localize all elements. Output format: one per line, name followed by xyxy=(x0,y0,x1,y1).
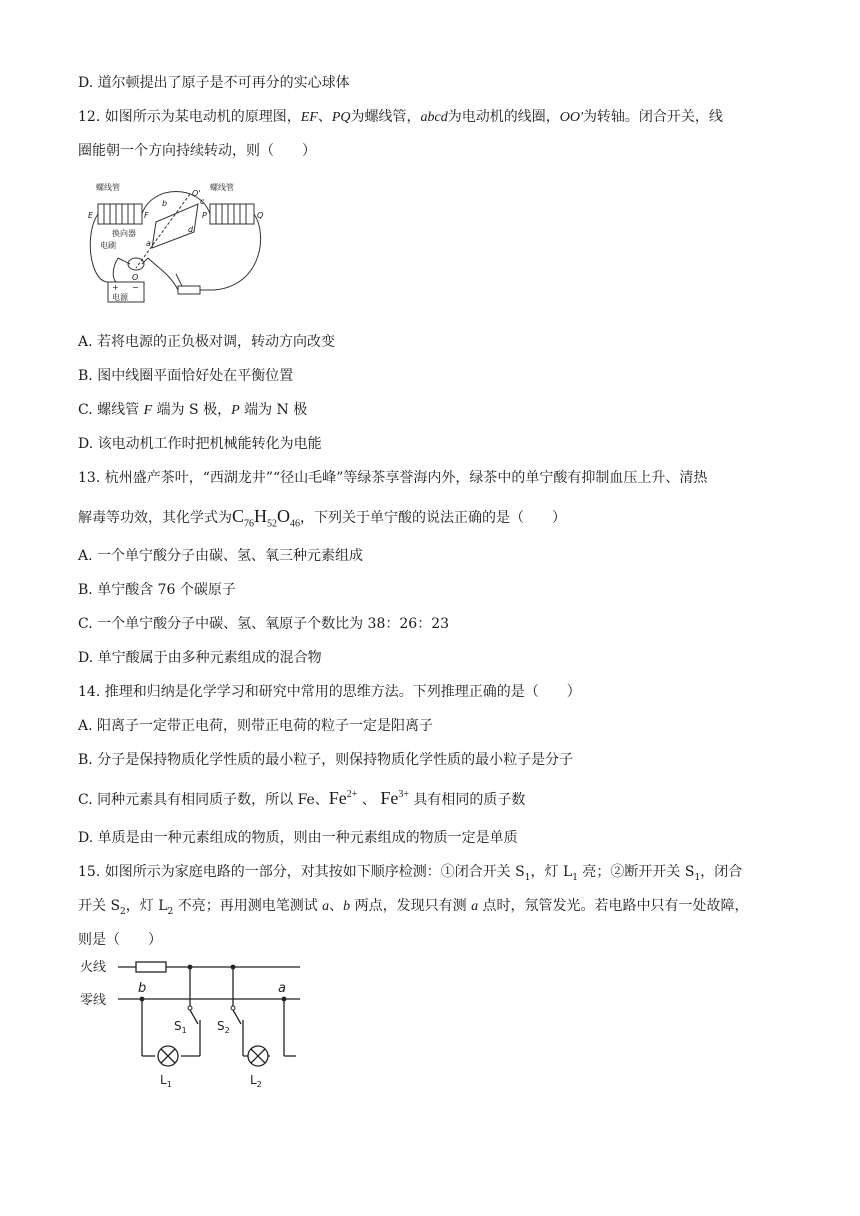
q12-stem-text: 如图所示为某电动机的原理图， xyxy=(104,109,301,125)
switch-s2-label: $S_2$ xyxy=(217,1019,230,1035)
label-b: b xyxy=(162,199,168,208)
fe2-ion xyxy=(329,788,358,808)
power-plus: + xyxy=(112,283,119,292)
fe2-symbol: Fe xyxy=(328,788,347,808)
commutator-ring xyxy=(128,258,144,270)
q15-l1-s1b: 1 xyxy=(694,872,701,883)
q14-option-c-sep: 、 xyxy=(357,792,376,808)
q15-l1-l1: 1 xyxy=(572,872,578,883)
q11-option-d: D. 道尔顿提出了原子是不可再分的实心球体 xyxy=(78,75,350,91)
label-a: a xyxy=(146,239,151,248)
live-wire-label: 火线 xyxy=(80,960,107,975)
q13-stem-line2 xyxy=(78,506,566,528)
q15-l2-a-it: a xyxy=(322,899,330,914)
switch-s2 xyxy=(233,1010,241,1024)
label-P: P xyxy=(202,211,207,220)
q15-stem-line1 xyxy=(78,862,742,882)
q13-option-c: C. 一个单宁酸分子中碳、氢、氧原子个数比为 38：26：23 xyxy=(78,616,450,632)
q13-option-d: D. 单宁酸属于由多种元素组成的混合物 xyxy=(78,650,322,666)
circuit-diagram-svg xyxy=(78,954,310,1090)
q12-ef: EF xyxy=(300,110,318,125)
q14-option-c xyxy=(78,788,525,810)
q15-l1-s1: 1 xyxy=(524,872,531,883)
q15-l2-s2: 2 xyxy=(120,906,126,917)
q13-option-b: B. 单宁酸含 76 个碳原子 xyxy=(78,582,236,598)
switch-s1 xyxy=(190,1010,198,1024)
label-E: E xyxy=(88,211,94,220)
q12-option-c xyxy=(78,400,307,421)
q12-abcd: abcd xyxy=(420,110,448,125)
motor-diagram xyxy=(82,174,272,306)
q14-option-b: B. 分子是保持物质化学性质的最小粒子，则保持物质化学性质的最小粒子是分子 xyxy=(78,752,574,768)
q13-number: 13. xyxy=(78,470,101,486)
right-solenoid xyxy=(210,204,254,224)
q12-option-c-text-c: 端为 N 极 xyxy=(239,402,308,418)
formula-h: H xyxy=(254,506,268,526)
q14-option-d: D. 单质是由一种元素组成的物质，则由一种元素组成的物质一定是单质 xyxy=(78,830,518,846)
q12-stem-text-b: 为螺线管， xyxy=(350,109,421,125)
q15-stem-line3: 则是（ ） xyxy=(78,932,162,948)
q15-l1-a: 如图所示为家庭电路的一部分，对其按如下顺序检测：①闭合开关 S xyxy=(104,864,525,880)
q14-number: 14. xyxy=(78,684,101,700)
q15-number: 15. xyxy=(78,864,101,880)
q12-option-c-p: P xyxy=(231,403,240,418)
q15-l2-b: ，灯 L xyxy=(125,898,168,914)
left-solenoid xyxy=(98,204,142,224)
q15-l1-b: ，灯 L xyxy=(530,864,573,880)
solenoid-right-label: 螺线管 xyxy=(210,183,234,192)
label-O-prime: O' xyxy=(192,189,201,198)
q15-l2-a2-it: a xyxy=(471,899,479,914)
q12-option-c-text: C. 螺线管 xyxy=(78,402,144,418)
q12-option-d: D. 该电动机工作时把机械能转化为电能 xyxy=(78,436,322,452)
q12-stem-text-d: 为转轴。闭合开关，线 xyxy=(582,109,723,125)
q12-number: 12. xyxy=(78,109,101,125)
q12-stem-text-c: 为电动机的线圈， xyxy=(447,109,560,125)
switch xyxy=(178,286,200,294)
q15-l2-d: 、 xyxy=(329,898,344,914)
q12-option-a: A. 若将电源的正负极对调，转动方向改变 xyxy=(78,334,336,350)
q15-l2-c: 不亮；再用测电笔测试 xyxy=(173,898,323,914)
formula-c: C xyxy=(232,506,245,526)
q12-option-c-text-b: 端为 S 极， xyxy=(152,402,232,418)
label-F: F xyxy=(144,211,149,220)
q15-l2-f: 点时，氖管发光。若电路中只有一处故障， xyxy=(478,898,749,914)
circuit-diagram xyxy=(78,954,310,1090)
q15-stem-line2 xyxy=(78,896,749,917)
fe3-ion xyxy=(380,788,409,808)
fe3-charge: 3+ xyxy=(398,789,409,800)
q15-l2-a: 开关 S xyxy=(78,898,121,914)
label-d: d xyxy=(188,225,194,234)
switch-s1-label: $S_1$ xyxy=(174,1019,187,1035)
brush-label: 电刷 xyxy=(100,241,116,250)
fe2-charge: 2+ xyxy=(346,789,358,800)
q13-stem-text: 杭州盛产茶叶，“西湖龙井”“径山毛峰”等绿茶享誉海内外，绿茶中的单宁酸有抑制血压上升、清热 xyxy=(104,470,708,486)
q14-option-c-text-b: 具有相同的质子数 xyxy=(408,792,526,808)
q13-stem-text-2b: ，下列关于单宁酸的说法正确的是（ ） xyxy=(300,510,567,526)
point-b-label: b xyxy=(138,981,147,996)
q12-option-b: B. 图中线圈平面恰好处在平衡位置 xyxy=(78,368,294,384)
q12-sep: 、 xyxy=(317,109,332,125)
formula-o: O xyxy=(277,506,291,526)
formula-h-count: 52 xyxy=(267,518,278,530)
q13-option-a: A. 一个单宁酸分子由碳、氢、氧三种元素组成 xyxy=(78,548,364,564)
q13-stem-line1 xyxy=(78,468,707,488)
power-label: 电源 xyxy=(112,293,128,302)
q12-oo: OO' xyxy=(559,110,583,125)
q12-pq: PQ xyxy=(331,110,351,125)
q13-stem-text-2a: 解毒等功效，其化学式为 xyxy=(78,510,232,526)
q14-option-a: A. 阳离子一定带正电荷，则带正电荷的粒子一定是阳离子 xyxy=(78,718,434,734)
q12-stem-line1 xyxy=(78,107,723,128)
fe3-symbol: Fe xyxy=(380,788,399,808)
q13-formula xyxy=(232,506,301,530)
formula-o-count: 46 xyxy=(290,518,301,530)
power-minus: − xyxy=(132,283,139,292)
fuse xyxy=(136,962,166,972)
q12-option-c-f: F xyxy=(143,403,153,418)
neutral-wire-label: 零线 xyxy=(80,993,107,1008)
q15-l1-d: ，闭合 xyxy=(700,864,743,880)
point-a-label: a xyxy=(278,981,286,996)
lamp-l1-label: $L_1$ xyxy=(160,1073,172,1089)
q15-l2-b-it: b xyxy=(343,899,351,914)
q14-stem-text: 推理和归纳是化学学习和研究中常用的思维方法。下列推理正确的是（ ） xyxy=(104,684,581,700)
label-c: c xyxy=(200,197,205,206)
q15-l1-c: 亮；②断开开关 S xyxy=(577,864,695,880)
q12-stem-line2: 圈能朝一个方向持续转动，则（ ） xyxy=(78,143,316,159)
q14-option-c-text: C. 同种元素具有相同质子数，所以 Fe、 xyxy=(78,792,329,808)
commutator-label: 换向器 xyxy=(112,229,136,238)
solenoid-left-label: 螺线管 xyxy=(96,183,120,192)
label-Q: Q xyxy=(257,211,264,220)
q14-stem xyxy=(78,682,581,702)
label-O: O xyxy=(132,273,139,282)
lamp-l2-label: $L_2$ xyxy=(250,1073,262,1089)
motor-diagram-svg xyxy=(82,174,272,306)
formula-c-count: 76 xyxy=(244,518,255,530)
q15-l2-l2: 2 xyxy=(167,906,174,917)
q15-l2-e: 两点，发现只有测 xyxy=(350,898,472,914)
